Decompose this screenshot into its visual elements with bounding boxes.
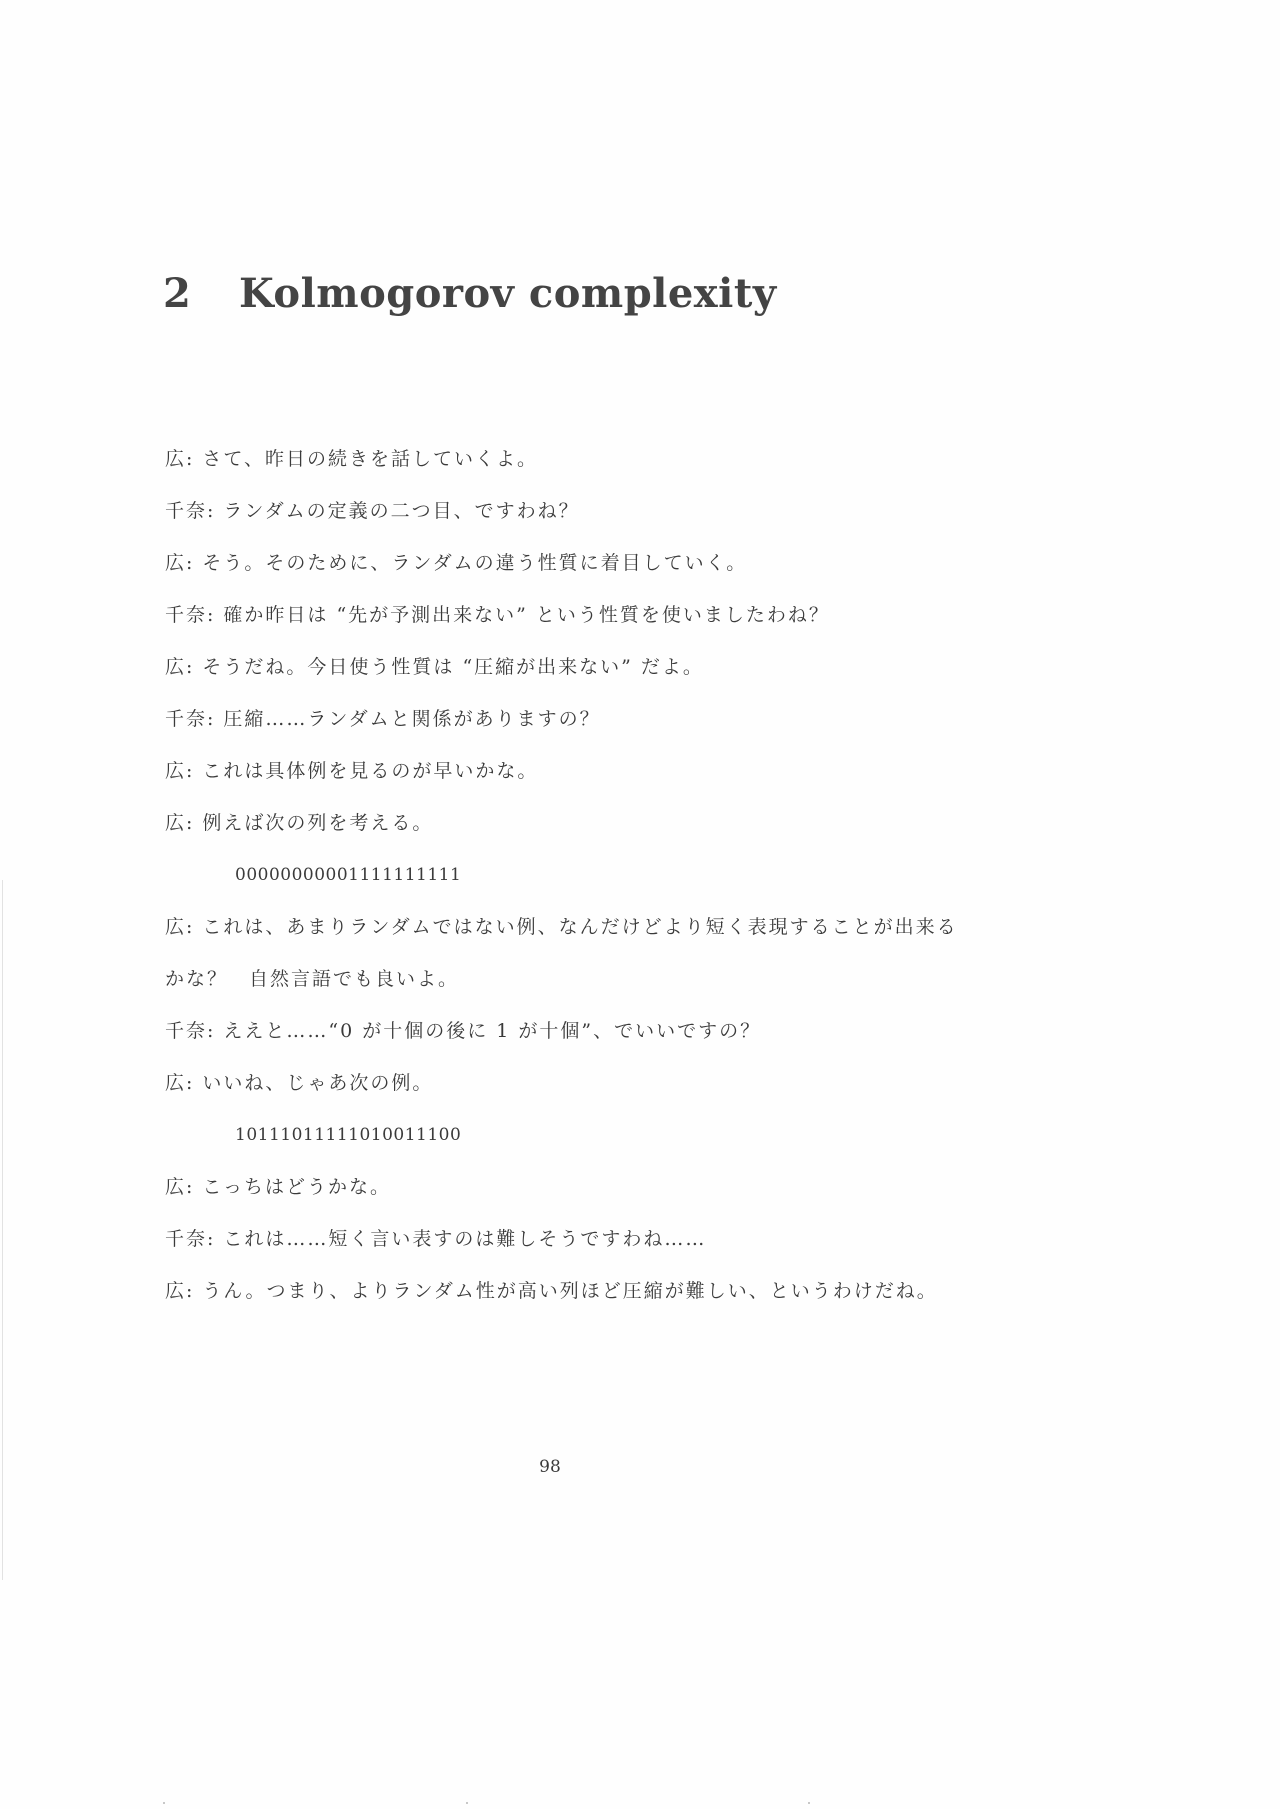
dialogue-line <box>165 550 1145 602</box>
example-sequence <box>165 1122 1145 1174</box>
speaker-label: 千奈: <box>165 500 216 522</box>
line-text: そう。そのために、ランダムの違う性質に着目していく。 <box>202 552 748 574</box>
dialogue-line-continuation <box>165 966 1145 1018</box>
section-heading <box>163 270 777 317</box>
line-text: 例えば次の列を考える。 <box>202 812 434 834</box>
line-text: かな？ 自然言語でも良いよ。 <box>165 968 460 990</box>
scan-edge-mark <box>2 880 3 1580</box>
page-number: 98 <box>539 1457 561 1477</box>
dialogue-line <box>165 706 1145 758</box>
speaker-label: 千奈: <box>165 604 216 626</box>
line-text: 確か昨日は “先が予測出来ない” という性質を使いましたわね？ <box>223 604 830 626</box>
line-text: いいね、じゃあ次の例。 <box>202 1072 434 1094</box>
line-text: 圧縮……ランダムと関係がありますの？ <box>223 708 601 730</box>
line-text: うん。つまり、よりランダム性が高い列ほど圧縮が難しい、というわけだね。 <box>202 1280 938 1302</box>
dialogue <box>165 446 1145 1330</box>
speaker-label: 千奈: <box>165 1228 216 1250</box>
dialogue-line <box>165 758 1145 810</box>
line-text: こっちはどうかな。 <box>202 1176 392 1198</box>
line-text: これは具体例を見るのが早いかな。 <box>202 760 539 782</box>
speaker-label: 広: <box>165 448 195 470</box>
dialogue-line <box>165 1018 1145 1070</box>
speaker-label: 広: <box>165 760 195 782</box>
sequence-text: 00000000001111111111 <box>235 865 462 885</box>
dialogue-line <box>165 914 1145 966</box>
speaker-label: 広: <box>165 656 195 678</box>
sequence-text: 10111011111010011100 <box>235 1125 462 1145</box>
speaker-label: 千奈: <box>165 708 216 730</box>
line-text: さて、昨日の続きを話していくよ。 <box>202 448 539 470</box>
line-text: そうだね。今日使う性質は “圧縮が出来ない” だよ。 <box>202 656 704 678</box>
speaker-label: 広: <box>165 1176 195 1198</box>
section-title: Kolmogorov complexity <box>239 270 777 317</box>
line-text: ランダムの定義の二つ目、ですわね？ <box>223 500 580 522</box>
dialogue-line <box>165 1278 1145 1330</box>
dialogue-line <box>165 1226 1145 1278</box>
dialogue-line <box>165 654 1145 706</box>
dialogue-line <box>165 602 1145 654</box>
speaker-label: 広: <box>165 552 195 574</box>
dialogue-line <box>165 446 1145 498</box>
scan-dot <box>466 1802 468 1804</box>
speaker-label: 千奈: <box>165 1020 216 1042</box>
dialogue-line <box>165 498 1145 550</box>
line-text: これは、あまりランダムではない例、なんだけどより短く表現することが出来る <box>202 916 958 938</box>
section-number: 2 <box>163 270 192 317</box>
speaker-label: 広: <box>165 1280 195 1302</box>
dialogue-line <box>165 1070 1145 1122</box>
speaker-label: 広: <box>165 1072 195 1094</box>
line-text: ええと……“0 が十個の後に 1 が十個”、でいいですの？ <box>223 1020 762 1042</box>
scan-dot <box>163 1802 165 1804</box>
speaker-label: 広: <box>165 812 195 834</box>
example-sequence <box>165 862 1145 914</box>
line-text: これは……短く言い表すのは難しそうですわね…… <box>223 1228 707 1250</box>
dialogue-line <box>165 810 1145 862</box>
speaker-label: 広: <box>165 916 195 938</box>
dialogue-line <box>165 1174 1145 1226</box>
scan-dot <box>808 1802 810 1804</box>
